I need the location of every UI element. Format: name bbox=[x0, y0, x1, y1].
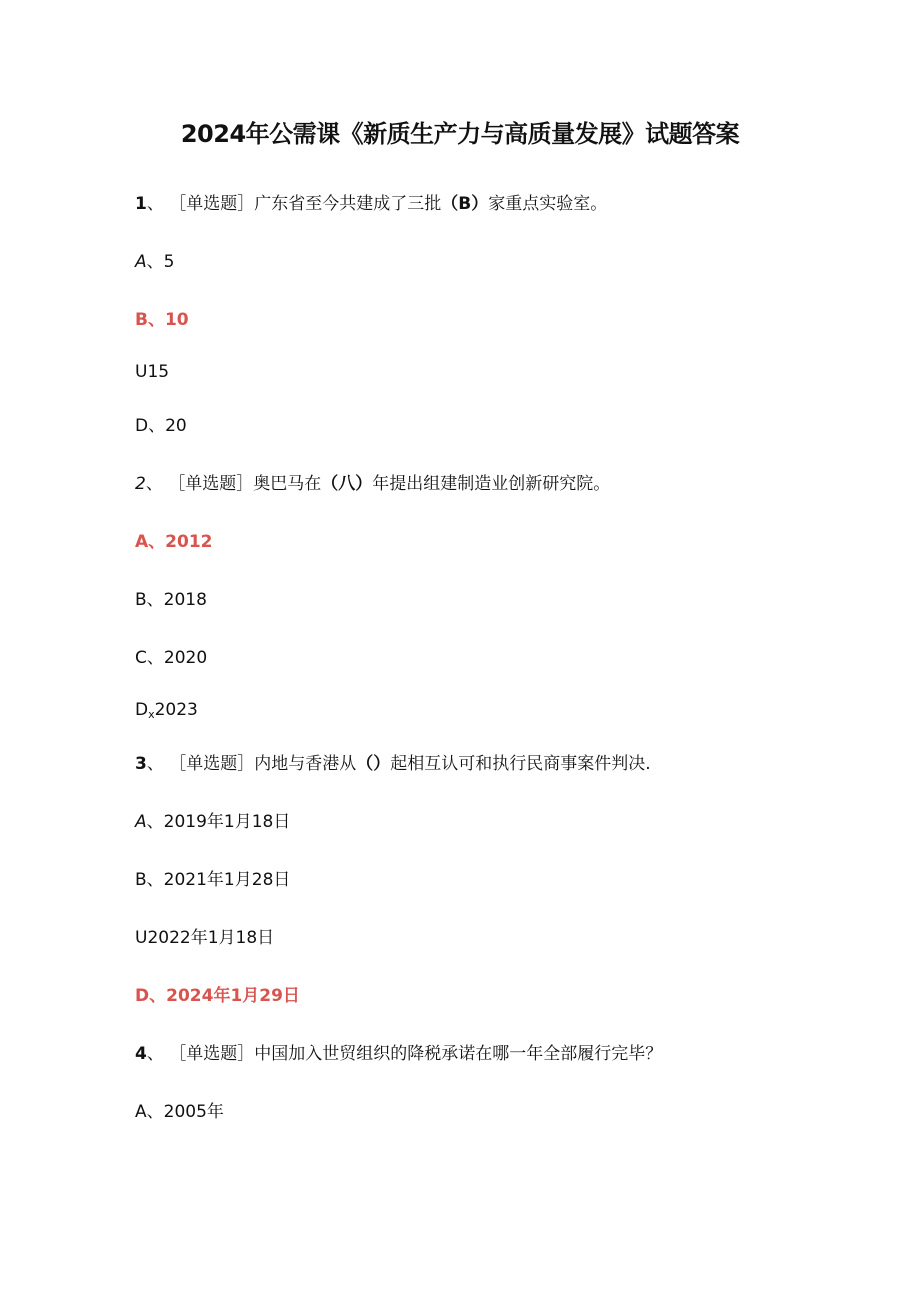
option-1a bbox=[135, 250, 174, 274]
option-label: A bbox=[135, 252, 147, 272]
option-2c bbox=[135, 646, 207, 670]
option-separator: x bbox=[148, 708, 155, 721]
question-number: 2 bbox=[135, 474, 146, 494]
question-number: 1 bbox=[135, 194, 147, 214]
option-value: 2012 bbox=[165, 532, 213, 552]
question-text-before: 广东省至今共建成了三批 bbox=[254, 194, 442, 214]
option-label: U bbox=[135, 928, 148, 948]
answer-paren: （） bbox=[356, 754, 391, 774]
option-3c bbox=[135, 926, 274, 950]
option-1c bbox=[135, 360, 169, 384]
question-type: ［单选题］ bbox=[169, 194, 255, 214]
option-4a bbox=[135, 1100, 224, 1124]
option-label: A bbox=[135, 812, 147, 832]
question-text-after: 年提出组建制造业创新研究院。 bbox=[372, 474, 611, 494]
question-type: ［单选题］ bbox=[168, 474, 254, 494]
question-text-before: 奥巴马在 bbox=[253, 474, 322, 494]
option-value: 2023 bbox=[154, 700, 198, 720]
option-separator: 、 bbox=[146, 590, 164, 610]
option-value: 2021年1月28日 bbox=[163, 870, 291, 890]
option-2b bbox=[135, 588, 207, 612]
option-value: 10 bbox=[164, 310, 189, 330]
question-number: 4 bbox=[135, 1044, 147, 1064]
option-value: 2022年1月18日 bbox=[147, 928, 275, 948]
question-text-after: 家重点实验室。 bbox=[488, 194, 608, 214]
question-text-before: 中国加入世贸组织的降税承诺在哪一年全部履行完毕？ bbox=[254, 1044, 663, 1064]
option-1d bbox=[135, 414, 187, 438]
option-separator: 、 bbox=[148, 416, 166, 436]
option-value: 2024年1月29日 bbox=[166, 986, 300, 1006]
option-value: 20 bbox=[165, 416, 187, 436]
question-3 bbox=[135, 752, 651, 776]
option-label: C bbox=[135, 648, 147, 668]
question-text-before: 内地与香港从 bbox=[254, 754, 357, 774]
option-separator: 、 bbox=[146, 252, 164, 272]
question-separator: 、 bbox=[146, 1044, 164, 1064]
option-3a bbox=[135, 810, 290, 834]
option-label: A bbox=[135, 532, 149, 552]
answer-paren: （八） bbox=[321, 474, 373, 494]
document-title: 2024年公需课《新质生产力与高质量发展》试题答案 bbox=[180, 120, 740, 148]
question-separator: 、 bbox=[146, 194, 164, 214]
answer-paren: （B） bbox=[441, 194, 489, 214]
question-type: ［单选题］ bbox=[169, 754, 255, 774]
option-value: 15 bbox=[147, 362, 170, 382]
option-label: U bbox=[135, 362, 148, 382]
option-separator: 、 bbox=[146, 648, 164, 668]
option-value: 2018 bbox=[163, 590, 207, 610]
option-separator: 、 bbox=[147, 310, 165, 330]
option-value: 2019年1月18日 bbox=[163, 812, 291, 832]
option-3b bbox=[135, 868, 290, 892]
option-separator: 、 bbox=[146, 870, 164, 890]
question-text-after: 起相互认可和执行民商事案件判决. bbox=[390, 754, 651, 774]
question-2 bbox=[135, 472, 610, 496]
option-label: B bbox=[135, 590, 147, 610]
option-2d bbox=[135, 698, 198, 727]
question-separator: 、 bbox=[146, 754, 164, 774]
option-label: D bbox=[135, 986, 150, 1006]
question-1 bbox=[135, 192, 607, 216]
option-3d-correct bbox=[135, 984, 300, 1008]
option-separator: 、 bbox=[149, 986, 167, 1006]
option-label: A bbox=[135, 1102, 147, 1122]
question-number: 3 bbox=[135, 754, 147, 774]
option-value: 2020 bbox=[163, 648, 208, 668]
option-label: B bbox=[135, 870, 147, 890]
option-value: 5 bbox=[163, 252, 175, 272]
option-separator: 、 bbox=[146, 812, 164, 832]
option-2a-correct bbox=[135, 530, 213, 554]
option-label: D bbox=[135, 700, 149, 720]
option-label: D bbox=[135, 416, 149, 436]
question-separator: 、 bbox=[145, 474, 163, 494]
option-label: B bbox=[135, 310, 148, 330]
option-separator: 、 bbox=[146, 1102, 164, 1122]
question-type: ［单选题］ bbox=[169, 1044, 255, 1064]
option-value: 2005年 bbox=[163, 1102, 224, 1122]
option-separator: 、 bbox=[148, 532, 166, 552]
option-1b-correct bbox=[135, 308, 189, 332]
question-4 bbox=[135, 1042, 662, 1066]
